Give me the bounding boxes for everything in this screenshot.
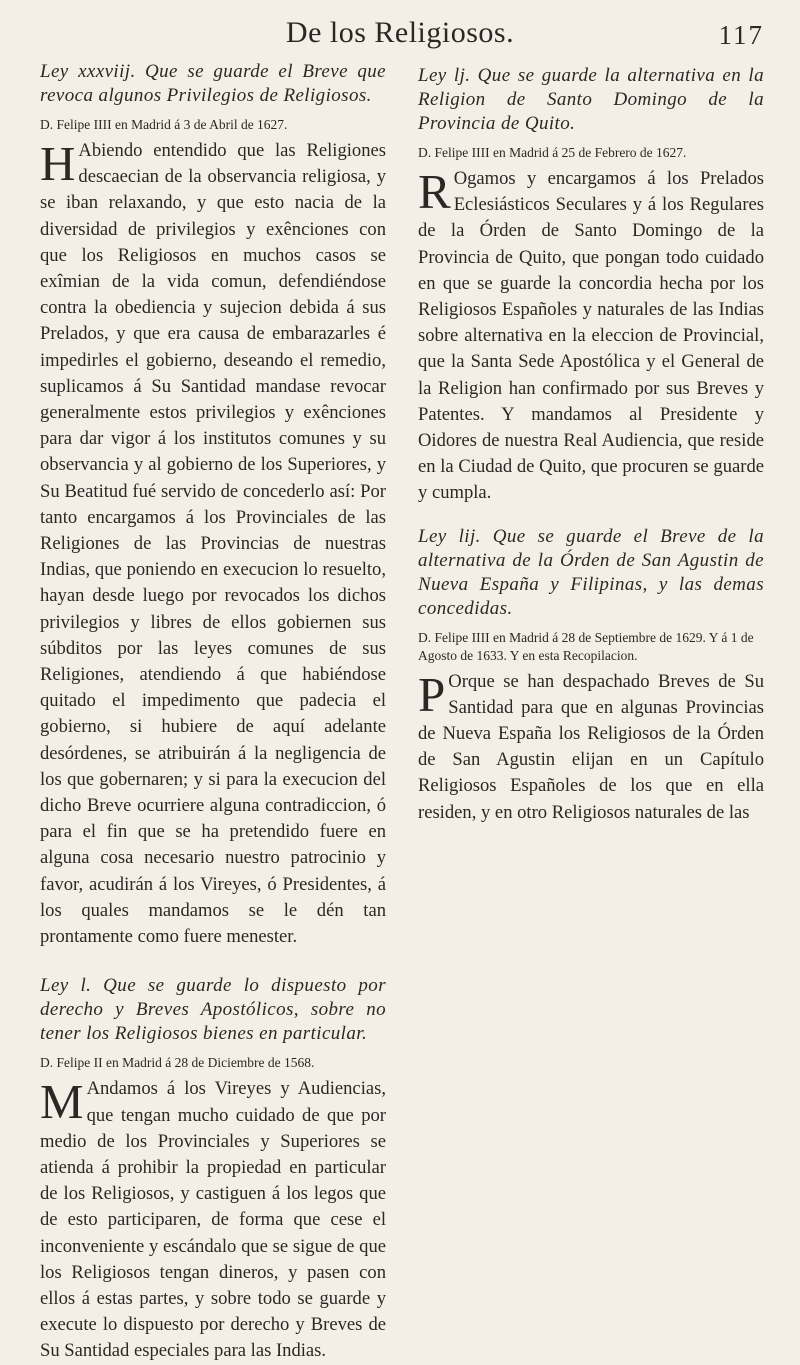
page-header: [0, 16, 800, 60]
law-body: [40, 138, 386, 950]
law-citation: D. Felipe II en Madrid á 28 de Diciembre de 1568.: [40, 1055, 315, 1071]
law-title: Ley lj. Que se guarde la alternativa en la Religion de Santo Domingo de la Provincia de Quito.: [418, 65, 764, 134]
drop-cap: R: [418, 164, 451, 219]
law-text: Andamos á los Vireyes y Audiencias, que tengan mucho cuidado de que por medio de los Provinciales y Superiores se atienda á prohibir la propiedad en particular de los Religiosos, y castiguen á los legos que de esto participaren, de forma que cese el inconveniente y escándalo que se sigue de que los Religiosos tengan dineros, y pasen con ellos á estas partes, y sobre todo se guarde y execute lo dispuesto por derecho y Breves de Su Santidad especiales para las Indias.: [40, 1078, 386, 1362]
law-section: [40, 60, 386, 950]
law-text: Ogamos y encargamos á los Prelados Eclesiásticos Seculares y á los Regulares de la Órden de Santo Domingo de la Provincia de Quito, que pongan todo cuidado en que se guarde la concordia hecha por los Religiosos Españoles y naturales de las Indias sobre alternativa en la eleccion de Provincial, que la Santa Sede Apostólica y el General de la Religion han confirmado por sus Breves y Patentes. Y mandamos al Presidente y Oidores de nuestra Real Audiencia, que reside en la Ciudad de Quito, que procuren se guarde y cumpla.: [418, 168, 764, 504]
running-title: De los Religiosos.: [285, 16, 515, 49]
law-section: [418, 525, 764, 826]
law-section: [418, 64, 764, 507]
law-body: [418, 666, 764, 826]
law-text: Orque se han despachado Breves de Su Santidad para que en algunas Provincias de Nueva España los Religiosos de la Órden de San Agustin elijan en un Capítulo Religiosos Españoles de los que en ella residen, y en otro Religiosos naturales de las: [418, 670, 764, 823]
law-citation: D. Felipe IIII en Madrid á 28 de Septiembre de 1629. Y á 1 de Agosto de 1633. Y en esta Recopilacion.: [418, 629, 754, 663]
law-title: Ley xxxviij. Que se guarde el Breve que revoca algunos Privilegios de Religiosos.: [40, 61, 386, 106]
drop-cap: H: [40, 136, 76, 191]
law-section: [40, 974, 386, 1364]
law-citation: D. Felipe IIII en Madrid á 3 de Abril de 1627.: [40, 117, 288, 132]
left-column: [40, 60, 386, 1365]
page-number: 117: [718, 20, 764, 50]
law-title: Ley l. Que se guarde lo dispuesto por derecho y Breves Apostólicos, sobre no tener los Religiosos bienes en particular.: [40, 975, 386, 1045]
law-text: Abiendo entendido que las Religiones descaecian de la observancia religiosa, y se iban relaxando, y que esto nacia de la diversidad de privilegios y exênciones con que los Religiosos en muchos casos se exîmian de la vida comun, defendiéndose contra la obediencia y sujecion debida á sus Prelados, y que era causa de embarazarles é impedirles el gobierno, deseando el remedio, suplicamos á Su Santidad mandase revocar generalmente estos privilegios y exênciones para dar vigor á los institutos comunes y su observancia y al gobierno de los Superiores, y Su Beatitud fué servido de concederlo así: Por tanto encargamos á los Provinciales de las Religiones de las Provincias de nuestras Indias, que poniendo en execucion lo resuelto, hayan desde luego por revocados los dichos privilegios y libres de ellos gobiernen sus súbditos por las leyes comunes de sus Religiones, atendiendo á que habiéndose quitado el impedimento que padecia el gobierno, si hubiere de aquí adelante desórdenes, se atribuirán á la negligencia de los que gobernaren; y si para la execucion del dicho Breve ocurriere alguna contradiccion, ó para el fin que se ha pretendido fuere en alguna cosa necesario nuestro patrocinio y favor, acudirán á los Vireyes, ó Presidentes, á los quales mandamos se le dén tan prontamente como fuere menester.: [40, 140, 386, 948]
law-citation: D. Felipe IIII en Madrid á 25 de Febrero de 1627.: [418, 145, 687, 160]
drop-cap: M: [40, 1074, 84, 1130]
right-column: [418, 60, 764, 826]
law-body: [40, 1076, 386, 1364]
law-body: [418, 166, 764, 507]
law-title: Ley lij. Que se guarde el Breve de la alternativa de la Órden de San Agustin de Nueva España y Filipinas, y las demas concedidas.: [418, 525, 764, 619]
drop-cap: P: [418, 666, 446, 722]
